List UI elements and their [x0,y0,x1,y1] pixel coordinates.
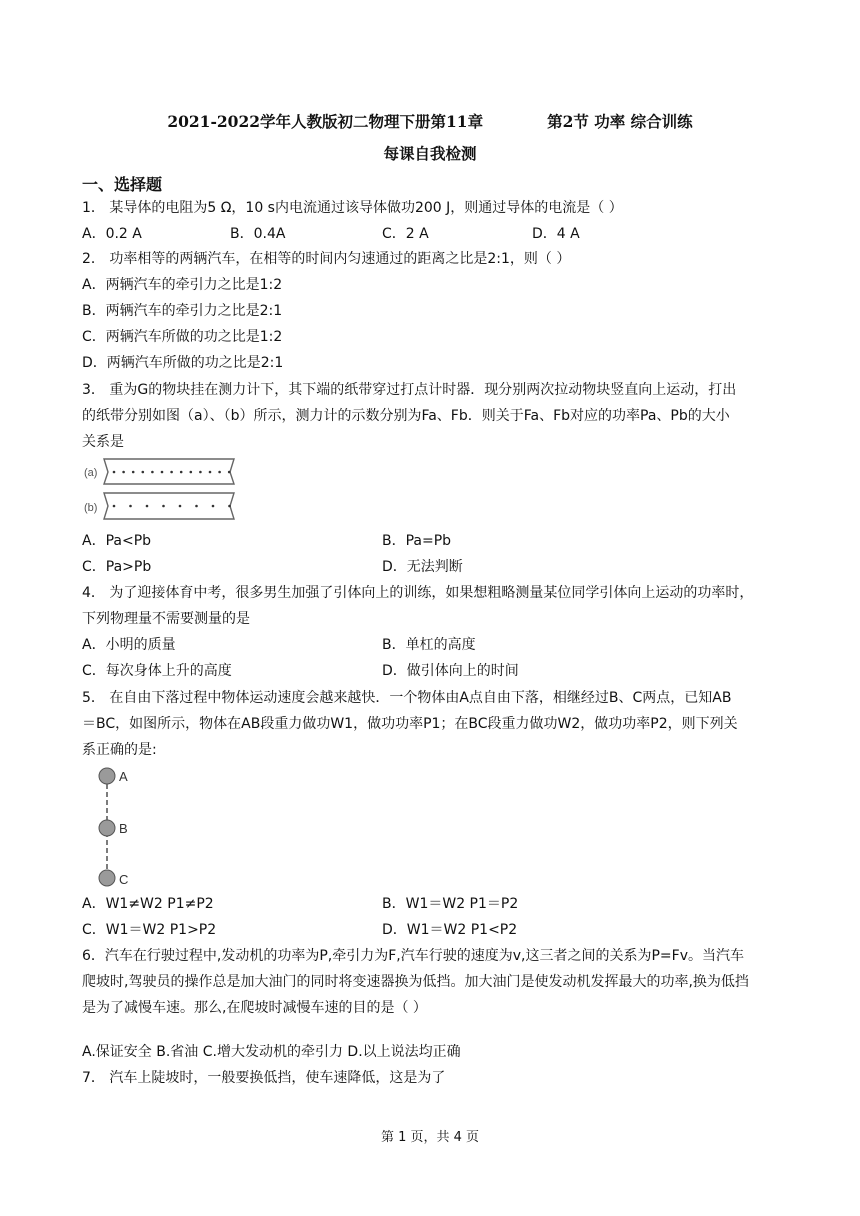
tape-a [84,459,234,484]
tape-dot [132,471,135,474]
tape-dot [142,471,145,474]
tape-dot [218,471,221,474]
q4-line-2: 下列物理量不需要测量的是 [82,611,250,627]
q2-option-b: B．两辆汽车的牵引力之比是2:1 [82,303,283,319]
tape-dot [113,505,116,508]
q2-option-a: A．两辆汽车的牵引力之比是1:2 [82,277,283,293]
tape-dot [151,471,154,474]
tape-dot [209,471,212,474]
q4-line-1: 4． 为了迎接体育中考，很多男生加强了引体向上的训练，如果想粗略测量某位同学引体向上运动的功率时， [82,585,754,601]
q4-option-b: B．单杠的高度 [382,637,476,653]
page-subtitle: 每课自我检测 [383,145,477,163]
q2-stem: 2． 功率相等的两辆汽车，在相等的时间内匀速通过的距离之比是2:1，则（ ） [82,251,571,267]
point-c-ball [99,870,115,886]
q6-line-1: 6．汽车在行驶过程中,发动机的功率为P,牵引力为F,汽车行驶的速度为v,这三者之间的关系为P=Fv。当汽车 [82,948,744,964]
q2-option-d: D．两辆汽车所做的功之比是2:1 [82,355,284,371]
q1-option-c: C．2 A [382,226,429,242]
tape-dot [199,471,202,474]
point-b-label: B [119,821,128,836]
page-title [0,110,860,132]
q1-option-a: A．0.2 A [82,226,142,242]
q4-option-a: A．小明的质量 [82,637,176,653]
q3-option-d: D．无法判断 [382,559,463,575]
tape-dot [170,471,173,474]
q7-stem: 7． 汽车上陡坡时，一般要换低挡，使车速降低，这是为了 [82,1070,446,1086]
q5-option-b: B．W1＝W2 P1＝P2 [382,896,519,912]
tape-b [84,493,234,519]
q3-line-3: 关系是 [82,434,124,450]
free-fall-figure [96,764,146,890]
q5-line-3: 系正确的是: [82,742,157,758]
q1-option-d: D．4 A [532,226,580,242]
tape-dot [146,505,149,508]
page-footer: 第 1 页，共 4 页 [380,1130,480,1145]
q4-option-c: C．每次身体上升的高度 [82,663,232,679]
q1-option-b: B．0.4A [230,226,286,242]
q3-option-c: C．Pa>Pb [82,559,152,575]
q3-line-2: 的纸带分别如图（a）、（b）所示，测力计的示数分别为Fa、Fb．则关于Fa、Fb对应的功率Pa、Pb的大小 [82,408,730,424]
title-right: 第2节 功率 综合训练 [547,112,693,131]
q3-option-a: A．Pa<Pb [82,533,152,549]
tape-dot [228,471,231,474]
tape-dot [113,471,116,474]
q5-line-2: ＝BC，如图所示，物体在AB段重力做功W1，做功功率P1；在BC段重力做功W2，做功功率P2，则下列关 [82,716,738,732]
q2-option-c: C．两辆汽车所做的功之比是1:2 [82,329,283,345]
q4-option-d: D．做引体向上的时间 [382,663,519,679]
q6-line-2: 爬坡时,驾驶员的操作总是加大油门的同时将变速器换为低挡。加大油门是使发动机发挥最大的功率,换为低挡 [82,974,749,990]
tape-dot [161,471,164,474]
tape-dot [180,471,183,474]
q3-line-1: 3． 重为G的物块挂在测力计下，其下端的纸带穿过打点计时器．现分别两次拉动物块竖直向上运动，打出 [82,382,737,398]
tape-dot [190,471,193,474]
tape-dot [212,505,215,508]
tape-dot [162,505,165,508]
q5-option-c: C．W1＝W2 P1>P2 [82,922,217,938]
point-a-label: A [119,769,128,784]
point-a-ball [99,768,115,784]
q6-line-3: 是为了减慢车速。那么,在爬坡时减慢车速的目的是（ ） [82,1000,427,1016]
tape-dot [228,505,231,508]
tape-a-label: (a) [84,467,98,479]
q5-line-1: 5． 在自由下落过程中物体运动速度会越来越快．一个物体由A点自由下落，相继经过B、C两点，已知AB [82,690,732,706]
tape-b-label: (b) [84,502,98,514]
point-b-ball [99,820,115,836]
ticker-tape-figure [82,456,240,524]
q5-option-a: A．W1≠W2 P1≠P2 [82,896,214,912]
tape-dot [129,505,132,508]
tape-dot [195,505,198,508]
q3-option-b: B．Pa=Pb [382,533,452,549]
tape-dot [122,471,125,474]
tape-dot [179,505,182,508]
q5-option-d: D．W1＝W2 P1<P2 [382,922,518,938]
q6-options: A.保证安全 B.省油 C.增大发动机的牵引力 D.以上说法均正确 [82,1044,461,1060]
title-left: 2021-2022学年人教版初二物理下册第11章 [167,112,484,131]
section-heading: 一、选择题 [82,175,163,194]
q1-stem: 1． 某导体的电阻为5 Ω，10 s内电流通过该导体做功200 J，则通过导体的电流是（ ） [82,200,623,216]
point-c-label: C [119,872,129,887]
